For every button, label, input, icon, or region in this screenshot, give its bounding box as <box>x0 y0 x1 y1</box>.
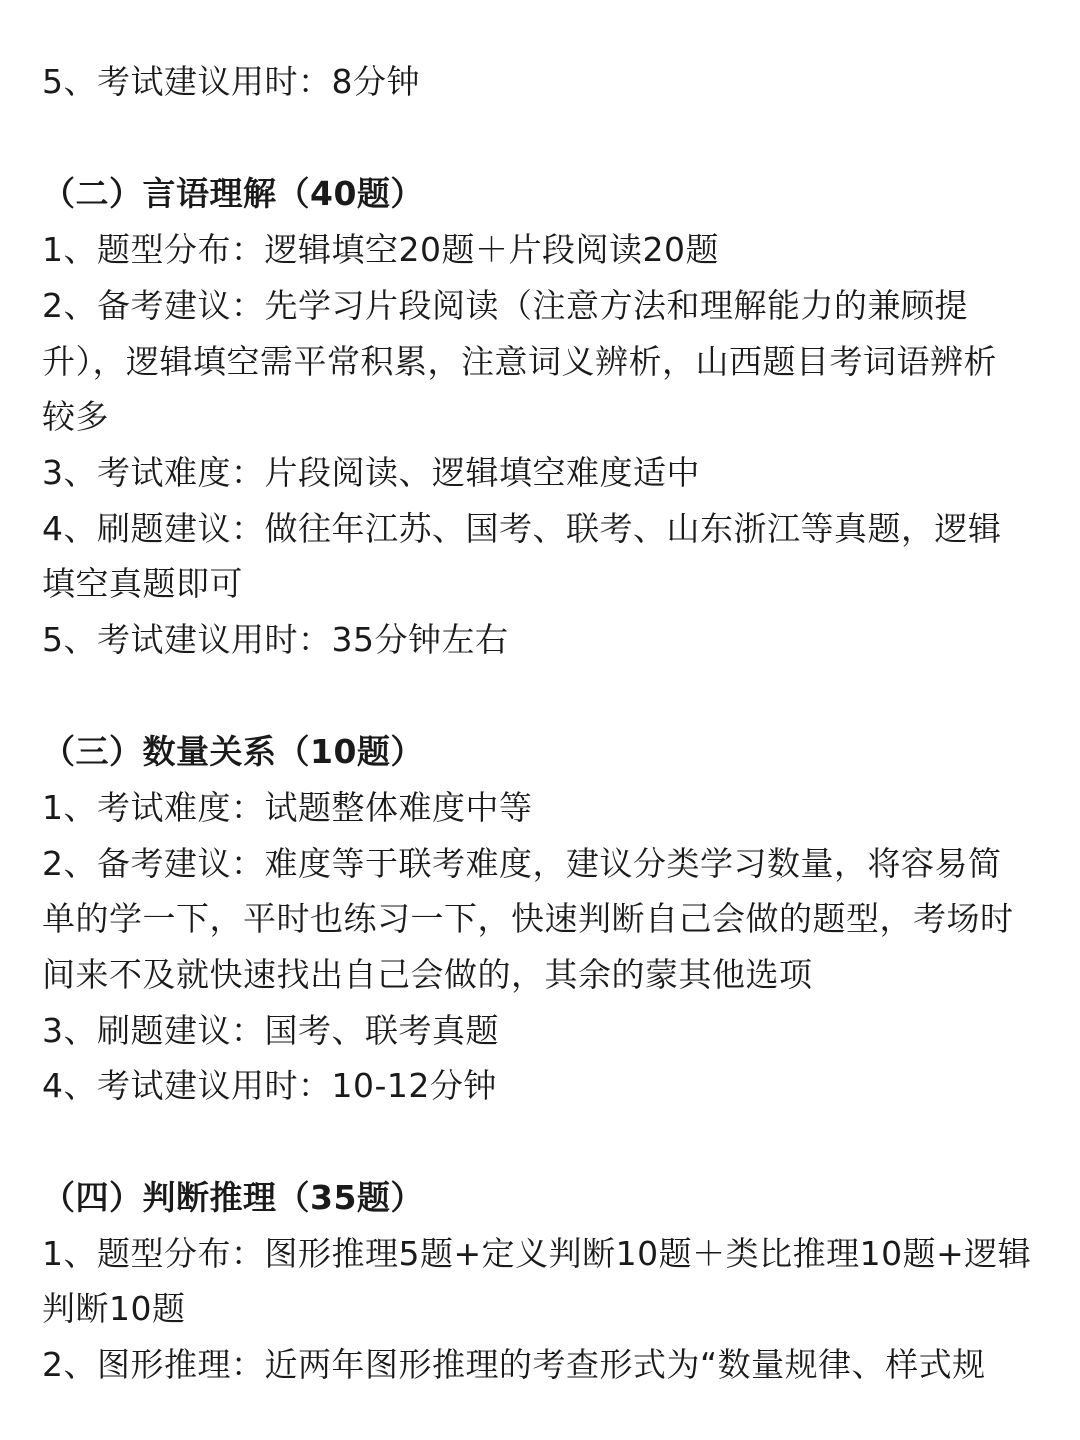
text-line: 1、题型分布：图形推理5题+定义判断10题＋类比推理10题+逻辑 <box>42 1234 1032 1273</box>
text-line: 填空真题即可 <box>42 564 243 603</box>
text-line: 判断10题 <box>42 1289 186 1328</box>
text-line: 4、刷题建议：做往年江苏、国考、联考、山东浙江等真题，逻辑 <box>42 509 1002 548</box>
text-line: 3、考试难度：片段阅读、逻辑填空难度适中 <box>42 453 700 492</box>
text-line: 5、考试建议用时：35分钟左右 <box>42 620 509 659</box>
text-line: 单的学一下，平时也练习一下，快速判断自己会做的题型，考场时 <box>42 899 1014 938</box>
text-line: 1、题型分布：逻辑填空20题＋片段阅读20题 <box>42 230 719 269</box>
text-line: 1、考试难度：试题整体难度中等 <box>42 788 533 827</box>
section-heading: （二）言语理解（40题） <box>42 174 424 213</box>
section-heading: （四）判断推理（35题） <box>42 1178 424 1217</box>
text-line: 4、考试建议用时：10-12分钟 <box>42 1066 497 1105</box>
text-line: 间来不及就快速找出自己会做的，其余的蒙其他选项 <box>42 955 813 994</box>
text-line: 2、备考建议：难度等于联考难度，建议分类学习数量，将容易简 <box>42 844 1002 883</box>
text-line: 2、备考建议：先学习片段阅读（注意方法和理解能力的兼顾提 <box>42 286 968 325</box>
text-line: 升），逻辑填空需平常积累，注意词义辨析，山西题目考词语辨析 <box>42 342 997 381</box>
text-line: 5、考试建议用时：8分钟 <box>42 62 420 101</box>
text-line: 3、刷题建议：国考、联考真题 <box>42 1011 499 1050</box>
text-line: 较多 <box>42 397 109 436</box>
section-heading: （三）数量关系（10题） <box>42 732 424 771</box>
text-line: 2、图形推理：近两年图形推理的考查形式为“数量规律、样式规 <box>42 1345 986 1384</box>
